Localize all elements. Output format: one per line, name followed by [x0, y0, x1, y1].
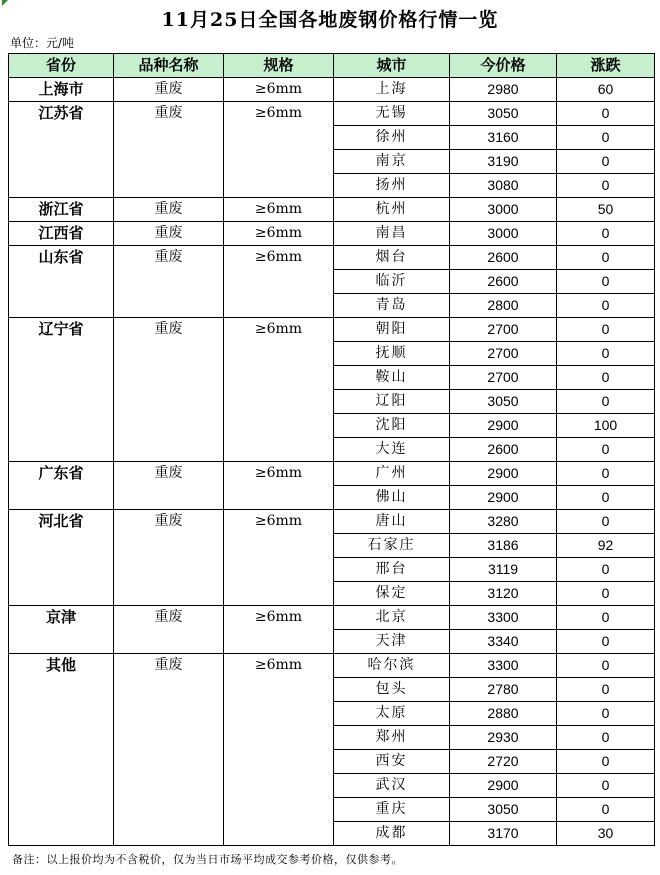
- city-cell: 武汉: [334, 774, 450, 798]
- price-cell: 2880: [450, 702, 557, 726]
- spec-cell: ≥6mm: [224, 102, 334, 198]
- table-row: [9, 246, 655, 270]
- city-cell: 徐州: [334, 126, 450, 150]
- price-cell: 2600: [450, 438, 557, 462]
- price-cell: 2930: [450, 726, 557, 750]
- price-cell: 2900: [450, 414, 557, 438]
- city-cell: 石家庄: [334, 534, 450, 558]
- change-cell: 0: [557, 726, 655, 750]
- change-cell: 0: [557, 390, 655, 414]
- kind-cell: 重废: [114, 318, 224, 462]
- price-cell: 3119: [450, 558, 557, 582]
- city-cell: 西安: [334, 750, 450, 774]
- city-cell: 沈阳: [334, 414, 450, 438]
- change-cell: 0: [557, 150, 655, 174]
- city-cell: 大连: [334, 438, 450, 462]
- city-cell: 包头: [334, 678, 450, 702]
- city-cell: 哈尔滨: [334, 654, 450, 678]
- city-cell: 唐山: [334, 510, 450, 534]
- city-cell: 南昌: [334, 222, 450, 246]
- price-table: [8, 53, 655, 846]
- table-body: [9, 78, 655, 846]
- change-cell: 0: [557, 582, 655, 606]
- kind-cell: 重废: [114, 606, 224, 654]
- price-cell: 3300: [450, 654, 557, 678]
- header-price: 今价格: [450, 54, 557, 78]
- change-cell: 60: [557, 78, 655, 102]
- change-cell: 0: [557, 510, 655, 534]
- spec-cell: ≥6mm: [224, 246, 334, 318]
- city-cell: 重庆: [334, 798, 450, 822]
- city-cell: 广州: [334, 462, 450, 486]
- table-row: [9, 198, 655, 222]
- change-cell: 0: [557, 270, 655, 294]
- spec-cell: ≥6mm: [224, 222, 334, 246]
- spec-cell: ≥6mm: [224, 462, 334, 510]
- price-cell: 2900: [450, 774, 557, 798]
- table-row: [9, 222, 655, 246]
- unit-label: 单位：元/吨: [10, 36, 75, 50]
- city-cell: 杭州: [334, 198, 450, 222]
- province-cell: 河北省: [9, 510, 114, 606]
- change-cell: 30: [557, 822, 655, 846]
- table-row: [9, 102, 655, 126]
- price-cell: 3160: [450, 126, 557, 150]
- header-city: 城市: [334, 54, 450, 78]
- price-cell: 3000: [450, 198, 557, 222]
- price-cell: 2900: [450, 462, 557, 486]
- spec-cell: ≥6mm: [224, 198, 334, 222]
- change-cell: 0: [557, 126, 655, 150]
- city-cell: 鞍山: [334, 366, 450, 390]
- city-cell: 无锡: [334, 102, 450, 126]
- price-cell: 3190: [450, 150, 557, 174]
- price-cell: 3186: [450, 534, 557, 558]
- price-cell: 3050: [450, 798, 557, 822]
- change-cell: 0: [557, 486, 655, 510]
- change-cell: 0: [557, 462, 655, 486]
- kind-cell: 重废: [114, 462, 224, 510]
- kind-cell: 重废: [114, 198, 224, 222]
- kind-cell: 重废: [114, 78, 224, 102]
- table-row: [9, 654, 655, 678]
- kind-cell: 重废: [114, 102, 224, 198]
- kind-cell: 重废: [114, 222, 224, 246]
- kind-cell: 重废: [114, 246, 224, 318]
- city-cell: 太原: [334, 702, 450, 726]
- price-cell: 2700: [450, 366, 557, 390]
- change-cell: 0: [557, 222, 655, 246]
- change-cell: 0: [557, 342, 655, 366]
- price-cell: 3080: [450, 174, 557, 198]
- kind-cell: 重废: [114, 654, 224, 846]
- header-province: 省份: [9, 54, 114, 78]
- change-cell: 0: [557, 630, 655, 654]
- header-change: 涨跌: [557, 54, 655, 78]
- change-cell: 0: [557, 654, 655, 678]
- price-cell: 2980: [450, 78, 557, 102]
- city-cell: 烟台: [334, 246, 450, 270]
- province-cell: 浙江省: [9, 198, 114, 222]
- city-cell: 临沂: [334, 270, 450, 294]
- price-cell: 3050: [450, 390, 557, 414]
- province-cell: 江西省: [9, 222, 114, 246]
- price-cell: 2600: [450, 246, 557, 270]
- spec-cell: ≥6mm: [224, 78, 334, 102]
- province-cell: 辽宁省: [9, 318, 114, 462]
- spec-cell: ≥6mm: [224, 510, 334, 606]
- change-cell: 50: [557, 198, 655, 222]
- price-cell: 3340: [450, 630, 557, 654]
- change-cell: 0: [557, 798, 655, 822]
- change-cell: 0: [557, 246, 655, 270]
- city-cell: 抚顺: [334, 342, 450, 366]
- header-kind: 品种名称: [114, 54, 224, 78]
- city-cell: 保定: [334, 582, 450, 606]
- price-cell: 3280: [450, 510, 557, 534]
- price-cell: 2700: [450, 342, 557, 366]
- spec-cell: ≥6mm: [224, 318, 334, 462]
- price-cell: 3000: [450, 222, 557, 246]
- province-cell: 其他: [9, 654, 114, 846]
- change-cell: 0: [557, 774, 655, 798]
- province-cell: 江苏省: [9, 102, 114, 198]
- city-cell: 佛山: [334, 486, 450, 510]
- table-row: [9, 606, 655, 630]
- price-cell: 2800: [450, 294, 557, 318]
- price-cell: 2700: [450, 318, 557, 342]
- change-cell: 92: [557, 534, 655, 558]
- city-cell: 成都: [334, 822, 450, 846]
- change-cell: 0: [557, 102, 655, 126]
- city-cell: 邢台: [334, 558, 450, 582]
- table-row: [9, 78, 655, 102]
- province-cell: 山东省: [9, 246, 114, 318]
- city-cell: 青岛: [334, 294, 450, 318]
- city-cell: 天津: [334, 630, 450, 654]
- page-title: 11月25日全国各地废钢价格行情一览: [161, 9, 499, 31]
- price-cell: 2720: [450, 750, 557, 774]
- province-cell: 上海市: [9, 78, 114, 102]
- price-cell: 3170: [450, 822, 557, 846]
- price-cell: 2900: [450, 486, 557, 510]
- province-cell: 京津: [9, 606, 114, 654]
- spec-cell: ≥6mm: [224, 654, 334, 846]
- city-cell: 南京: [334, 150, 450, 174]
- change-cell: 0: [557, 678, 655, 702]
- change-cell: 0: [557, 702, 655, 726]
- kind-cell: 重废: [114, 510, 224, 606]
- city-cell: 朝阳: [334, 318, 450, 342]
- price-cell: 3300: [450, 606, 557, 630]
- change-cell: 100: [557, 414, 655, 438]
- change-cell: 0: [557, 438, 655, 462]
- change-cell: 0: [557, 174, 655, 198]
- header-spec: 规格: [224, 54, 334, 78]
- change-cell: 0: [557, 558, 655, 582]
- footnote: 备注：以上报价均为不含税价，仅为当日市场平均成交参考价格，仅供参考。: [12, 853, 403, 866]
- change-cell: 0: [557, 750, 655, 774]
- spec-cell: ≥6mm: [224, 606, 334, 654]
- table-row: [9, 510, 655, 534]
- city-cell: 北京: [334, 606, 450, 630]
- price-cell: 2780: [450, 678, 557, 702]
- city-cell: 郑州: [334, 726, 450, 750]
- price-cell: 3120: [450, 582, 557, 606]
- change-cell: 0: [557, 366, 655, 390]
- price-cell: 2600: [450, 270, 557, 294]
- table-row: [9, 318, 655, 342]
- change-cell: 0: [557, 606, 655, 630]
- city-cell: 扬州: [334, 174, 450, 198]
- header-row: [9, 54, 655, 78]
- city-cell: 上海: [334, 78, 450, 102]
- price-cell: 3050: [450, 102, 557, 126]
- change-cell: 0: [557, 318, 655, 342]
- city-cell: 辽阳: [334, 390, 450, 414]
- change-cell: 0: [557, 294, 655, 318]
- province-cell: 广东省: [9, 462, 114, 510]
- table-row: [9, 462, 655, 486]
